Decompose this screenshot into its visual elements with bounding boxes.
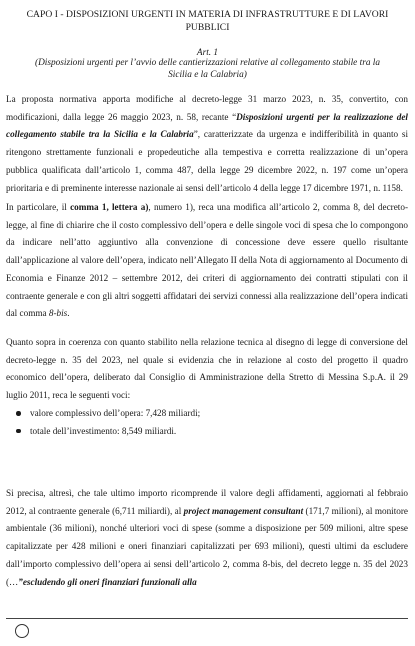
list-item xyxy=(6,405,406,423)
paragraph-1-decree-title: Disposizioni urgenti per la realizzazione del collegamento stabile tra la Sicilia e la Calabria xyxy=(6,111,408,140)
list-item-text: valore complessivo dell’opera: 7,428 miliardi; xyxy=(30,408,201,418)
article-title-line2: Sicilia e la Calabria) xyxy=(168,69,247,80)
paragraph-2-text-b: , numero 1), reca una modifica all’articolo 2, comma 8, del decreto-legge, al fine di chiarire che il costo complessivo dell’opera e delle singole voci di spesa che lo compongono da indicare nell’atto aggiuntivo alla convenzione di concessione deve essere quello risultante dall’applicazione al valore dell’opera, indicato nell’Allegato II della Nota di aggiornamento al Documento di Economia e Finanze 2012 – settembre 2012, dei criteri di aggiornamento dei contratti stipulati con il contraente generale e con gli altri soggetti affidatari dei servizi connessi alla realizzazione dell’opera indicati dal comma xyxy=(6,202,409,319)
paragraph-2 xyxy=(6,199,408,323)
paragraph-4 xyxy=(6,485,408,591)
bullet-icon xyxy=(16,411,21,416)
paragraph-2-comma-ref: comma 1, lettera a) xyxy=(70,202,149,212)
list-item xyxy=(6,423,406,441)
footer-divider xyxy=(6,618,408,619)
paragraph-4-quote: ”escludendo gli oneri finanziari funzionali alla xyxy=(18,576,197,587)
paragraph-2-text-c: . xyxy=(67,308,70,319)
article-title xyxy=(20,58,395,81)
list-item-text: totale dell’investimento: 8,549 miliardi. xyxy=(30,425,177,436)
article-number: Art. 1 xyxy=(196,48,219,58)
paragraph-4-text-a: Si precisa, altresì, che tale ultimo importo ricomprende il valore degli affidamenti, aggiornati al febbraio 2012, al contraente generale (6,711 miliardi), al xyxy=(6,488,408,516)
paragraph-1 xyxy=(6,91,408,197)
article-title-line1: (Disposizioni urgenti per l’avvio delle cantierizzazioni relative al collegamento stabile tra la xyxy=(34,58,381,68)
paragraph-4-pmc: project management consultant xyxy=(183,505,304,516)
paragraph-2-text-a: In particolare, il xyxy=(6,202,71,212)
paragraph-2-comma-8bis: 8-bis xyxy=(48,308,68,319)
paragraph-4-text-b: (171,7 milioni), al monitore ambientale (36 milioni), nonché ulteriori voci di spese (somme a disposizione per 509 milioni, altre spese capitalizzate per 428 milioni e oneri finanziari capitalizzati per 693 milioni), questi ultimi da escludere dall’importo complessivo dell’opera ai sensi dell’articolo 2, comma 8-bis, del decreto legge n. 35 del 2023 (… xyxy=(6,505,408,587)
paragraph-3: Quanto sopra in coerenza con quanto stabilito nella relazione tecnica al disegno di legge di conversione del decreto-legge n. 35 del 2023, nel quale si evidenzia che in relazione al costo del progetto il quadro economico dell’opera, deliberato dal Consiglio di Amministrazione della Stretto di Messina S.p.A. il 29 luglio 2011, reca le seguenti voci: xyxy=(6,337,408,401)
bullet-icon xyxy=(16,429,21,434)
chapter-title-line1: CAPO I - DISPOSIZIONI URGENTI IN MATERIA DI INFRASTRUTTURE E DI LAVORI xyxy=(26,9,389,20)
paragraph-1-text-a: La proposta normativa apporta modifiche al decreto-legge 31 marzo 2023, n. 35, convertito, con modificazioni, dalla legge 26 maggio 2023, n. 58, recante “ xyxy=(6,94,408,122)
paragraph-1-text-b: ”, caratterizzate da urgenza e indifferibilità in quanto si ritengono strettamente funzionali e propedeutiche alla tempestiva e corretta realizzazione di un’opera pubblica qualificata dall’articolo 1, comma 487, della legge 29 dicembre 2022, n. 197 come un’opera prioritaria e di preminente interesse nazionale ai sensi dell’articolo 4 della legge 17 dicembre 1971, n. 1158. xyxy=(6,129,408,193)
page-number-circle-icon xyxy=(15,624,29,638)
cost-items-list xyxy=(6,405,406,440)
chapter-heading xyxy=(10,9,405,34)
chapter-title-line2: PUBBLICI xyxy=(185,21,230,33)
